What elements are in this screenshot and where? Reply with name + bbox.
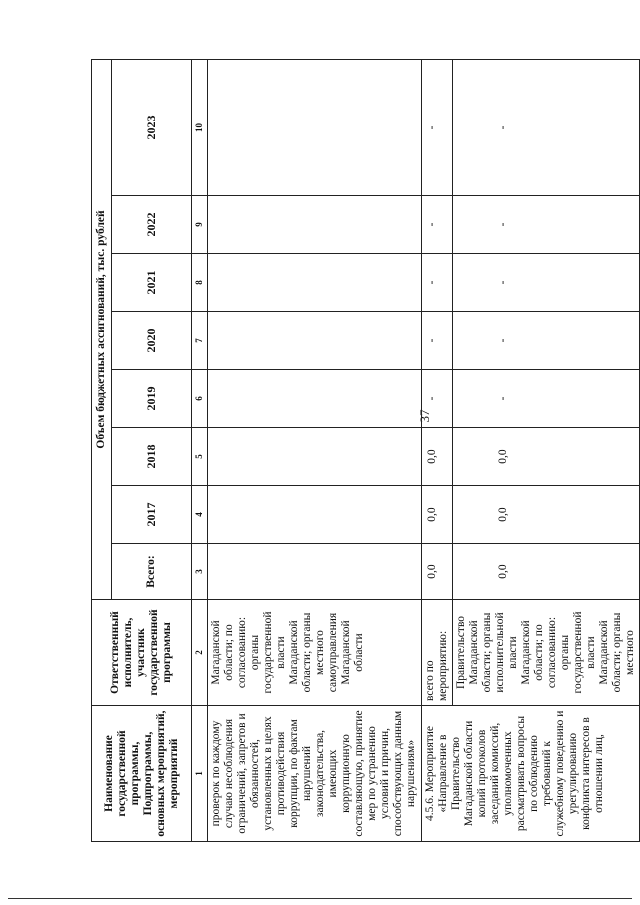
value-cell: 0,0: [422, 544, 453, 600]
column-number: 3: [192, 544, 208, 600]
value-cell: -: [453, 254, 640, 312]
bottom-rule: [8, 898, 632, 899]
value-cell: [208, 312, 422, 370]
value-cell: -: [453, 60, 640, 196]
value-cell: -: [422, 60, 453, 196]
header-year: 2023: [112, 60, 192, 196]
rotated-page: [91, 60, 636, 842]
row-responsible: Правительство Магаданской области; органы исполнительной власти Магаданской области; по согласованию: органы государственной власти Магаданской области; органы местного: [453, 600, 640, 706]
table-row: [422, 60, 453, 842]
value-cell: -: [453, 196, 640, 254]
header-year: 2019: [112, 370, 192, 428]
column-number: 1: [192, 706, 208, 842]
column-number: 5: [192, 428, 208, 486]
value-cell: 0,0: [453, 486, 640, 544]
row-name: 4.5.6. Мероприятие «Направление в Правительство Магаданской области копий протоколов заседаний комиссий, уполномоченных рассматривать вопросы по соблюдению требований к служебному поведению и урегулированию конфликта интересов в отношении лиц,: [422, 706, 640, 842]
value-cell: -: [453, 312, 640, 370]
value-cell: 0,0: [453, 544, 640, 600]
value-cell: -: [422, 254, 453, 312]
value-cell: [208, 544, 422, 600]
header-total: Всего:: [112, 544, 192, 600]
value-cell: -: [422, 196, 453, 254]
header-year: 2020: [112, 312, 192, 370]
value-cell: 0,0: [422, 486, 453, 544]
value-cell: [208, 60, 422, 196]
row-name: проверок по каждому случаю несоблюдения ограничений, запретов и обязанностей, установленных в целях противодействия коррупции, по фактам нарушений законодательства, имеющих коррупционную составляющую, принятие мер по устранению условий и причин, способствующих данным нарушениям»: [208, 706, 422, 842]
row-responsible: всего по мероприятию:: [422, 600, 453, 706]
column-number: 9: [192, 196, 208, 254]
column-number: 4: [192, 486, 208, 544]
value-cell: -: [422, 312, 453, 370]
column-number: 7: [192, 312, 208, 370]
value-cell: 0,0: [422, 428, 453, 486]
value-cell: [208, 486, 422, 544]
column-number: 10: [192, 60, 208, 196]
value-cell: [208, 428, 422, 486]
value-cell: 0,0: [453, 428, 640, 486]
value-cell: [208, 196, 422, 254]
budget-table: [91, 59, 640, 842]
header-year: 2017: [112, 486, 192, 544]
header-responsible: Ответственный исполнитель, участник государственной программы: [92, 600, 192, 706]
value-cell: [208, 254, 422, 312]
column-number: 6: [192, 370, 208, 428]
header-year: 2021: [112, 254, 192, 312]
column-number: 2: [192, 600, 208, 706]
table-row: [208, 60, 422, 842]
value-cell: [208, 370, 422, 428]
page-number: 37: [417, 409, 432, 423]
header-name: Наименование государственной программы, Подпрограммы, основных мероприятий, мероприятий: [92, 706, 192, 842]
header-year: 2022: [112, 196, 192, 254]
value-cell: -: [453, 370, 640, 428]
column-number: 8: [192, 254, 208, 312]
header-year: 2018: [112, 428, 192, 486]
header-budget-group: Объем бюджетных ассигнований, тыс. рублей: [92, 60, 112, 600]
value-cell: -: [422, 370, 453, 428]
row-responsible: Магаданской области; по согласованию: органы государственной власти Магаданской области; органы местного самоуправления Магаданской области: [208, 600, 422, 706]
